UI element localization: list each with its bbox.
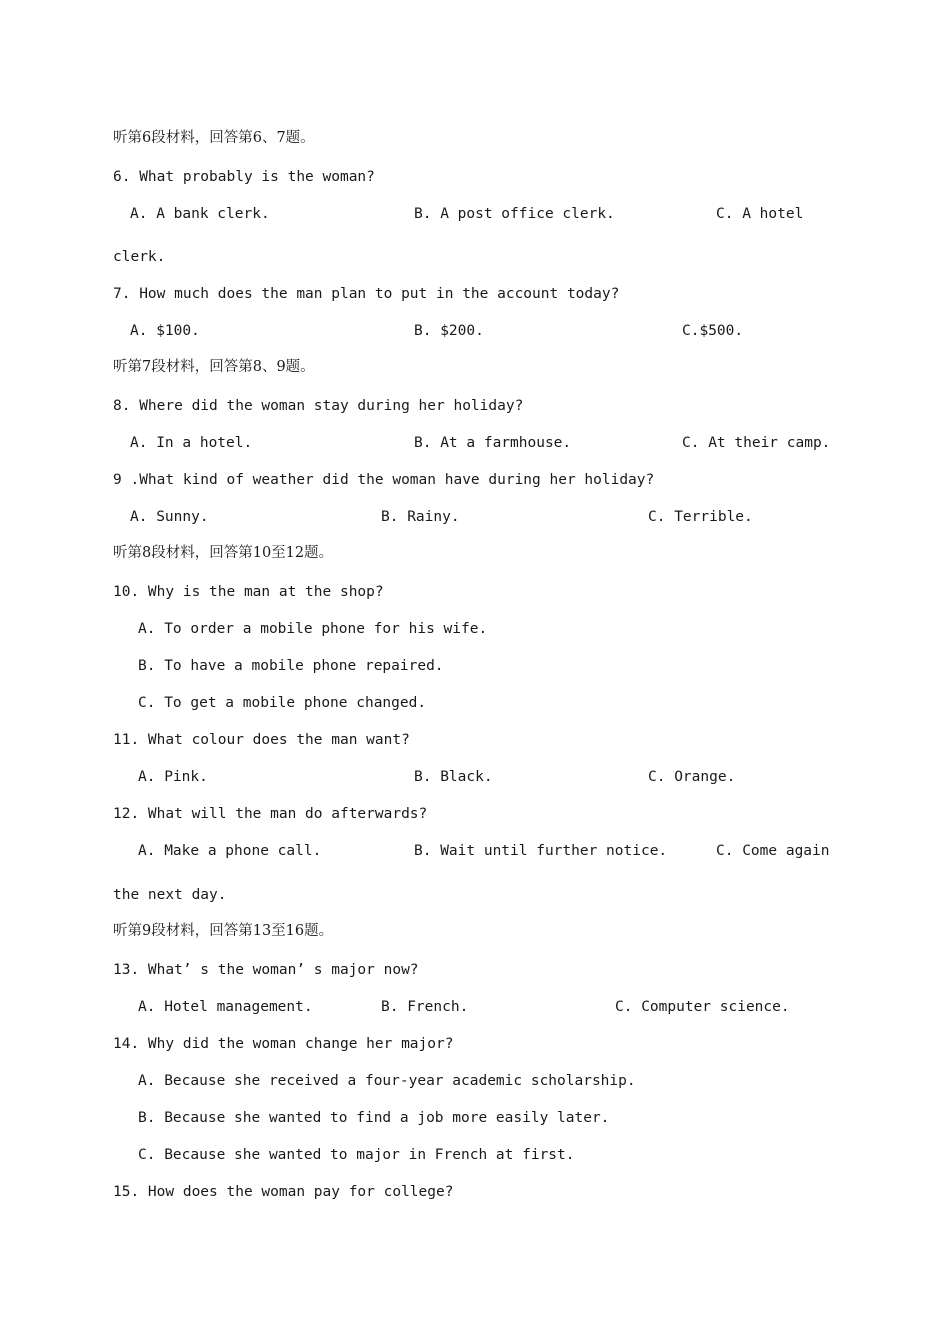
option-a: A. A bank clerk. bbox=[130, 206, 270, 222]
option-a: A. To order a mobile phone for his wife. bbox=[138, 621, 488, 637]
option-c: C. Orange. bbox=[648, 769, 736, 785]
option-b: B. Rainy. bbox=[381, 509, 460, 525]
option-b: B. At a farmhouse. bbox=[414, 435, 572, 451]
option-c: C. A hotel bbox=[716, 206, 804, 222]
option-a: A. Make a phone call. bbox=[138, 843, 322, 859]
option-b: B. A post office clerk. bbox=[414, 206, 615, 222]
option-b: B. Because she wanted to find a job more easily later. bbox=[138, 1110, 610, 1126]
option-c: C. To get a mobile phone changed. bbox=[138, 695, 427, 711]
question-stem: 12. What will the man do afterwards? bbox=[113, 806, 428, 822]
question-stem: 11. What colour does the man want? bbox=[113, 732, 410, 748]
option-b: B. Black. bbox=[414, 769, 493, 785]
section-heading: 听第9段材料，回答第13至16题。 bbox=[113, 923, 334, 939]
option-c: C. Because she wanted to major in French at first. bbox=[138, 1147, 575, 1163]
section-heading: 听第8段材料，回答第10至12题。 bbox=[113, 545, 334, 561]
question-stem: 14. Why did the woman change her major? bbox=[113, 1036, 454, 1052]
option-b: B. French. bbox=[381, 999, 469, 1015]
question-stem: 7. How much does the man plan to put in the account today? bbox=[113, 286, 620, 302]
option-a: A. $100. bbox=[130, 323, 200, 339]
option-a: A. Pink. bbox=[138, 769, 208, 785]
section-heading: 听第7段材料，回答第8、9题。 bbox=[113, 359, 315, 375]
option-continuation: clerk. bbox=[113, 249, 166, 265]
option-b: B. Wait until further notice. bbox=[414, 843, 668, 859]
option-c: C. At their camp. bbox=[682, 435, 831, 451]
question-stem: 13. What’ s the woman’ s major now? bbox=[113, 962, 419, 978]
option-a: A. Sunny. bbox=[130, 509, 209, 525]
option-c: C. Come again bbox=[716, 843, 830, 859]
option-c: C.$500. bbox=[682, 323, 744, 339]
question-stem: 9 .What kind of weather did the woman have during her holiday? bbox=[113, 472, 655, 488]
option-a: A. In a hotel. bbox=[130, 435, 253, 451]
option-a: A. Hotel management. bbox=[138, 999, 313, 1015]
question-stem: 15. How does the woman pay for college? bbox=[113, 1184, 454, 1200]
option-c: C. Computer science. bbox=[615, 999, 790, 1015]
option-continuation: the next day. bbox=[113, 887, 227, 903]
option-b: B. To have a mobile phone repaired. bbox=[138, 658, 444, 674]
option-b: B. $200. bbox=[414, 323, 484, 339]
question-stem: 8. Where did the woman stay during her holiday? bbox=[113, 398, 524, 414]
question-stem: 6. What probably is the woman? bbox=[113, 169, 375, 185]
option-a: A. Because she received a four-year academic scholarship. bbox=[138, 1073, 636, 1089]
option-c: C. Terrible. bbox=[648, 509, 753, 525]
question-stem: 10. Why is the man at the shop? bbox=[113, 584, 384, 600]
section-heading: 听第6段材料，回答第6、7题。 bbox=[113, 130, 315, 146]
